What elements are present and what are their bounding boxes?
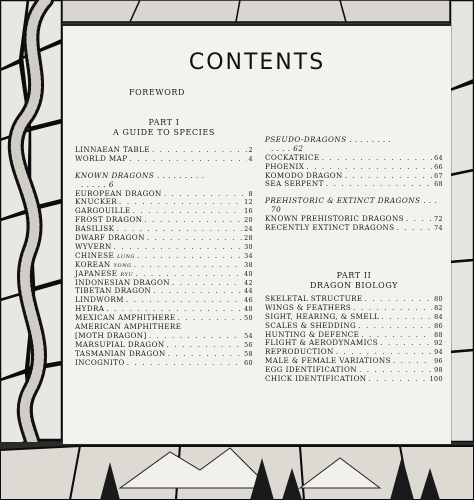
toc-entry-page: 50	[244, 314, 253, 323]
toc-entry	[75, 155, 253, 164]
toc-entry-page: 72	[434, 215, 443, 224]
toc-entry-label	[265, 224, 395, 233]
toc-entry-page: 20	[244, 216, 253, 225]
toc-entry-label-text: CHINESE	[75, 250, 115, 260]
toc-entry-page: 74	[434, 224, 443, 233]
toc-entry-label-text: SEA SERPENT	[265, 179, 324, 189]
toc-entry-label-text: FLIGHT & AERODYNAMICS	[265, 338, 379, 348]
toc-entry-page: 2	[248, 146, 253, 154]
toc-entry-label-text: TASMANIAN DRAGON	[75, 348, 166, 358]
toc-leader-dots	[147, 234, 242, 243]
toc-entry-native-name: RYU	[120, 271, 134, 278]
toc-entry-label-text: WYVERN	[75, 241, 112, 251]
known-dragons-title: KNOWN DRAGONS	[75, 170, 155, 180]
toc-entry	[265, 180, 443, 189]
toc-entry-page: 86	[434, 321, 443, 330]
toc-entry-label-text: LINDWORM	[75, 295, 124, 305]
toc-entry-label-text: MEXICAN AMPHITHERE	[75, 313, 176, 323]
toc-entry-label	[75, 155, 128, 164]
toc-leader-dots	[172, 279, 242, 288]
toc-leader-dots	[365, 295, 432, 304]
toc-entry-label: [MOTH DRAGON]	[75, 330, 147, 340]
toc-entry-page: 58	[244, 349, 253, 358]
right-column	[265, 136, 443, 384]
toc-entry-label-text: WINGS & FEATHERS	[265, 302, 352, 312]
pseudo-dragons-heading: PSEUDO-DRAGONS . . . . . . . . . . . . 62	[265, 135, 392, 153]
toc-entry-label-text: SIGHT, HEARING, & SMELL	[265, 311, 380, 321]
toc-entry-label-text: REPRODUCTION	[265, 347, 334, 357]
prehistoric-heading: PREHISTORIC & EXTINCT DRAGONS . . . 70	[265, 196, 438, 215]
toc-entry	[265, 375, 443, 384]
toc-entry-label-text: FROST DRAGON	[75, 215, 143, 225]
toc-entry-label-text: MALE & FEMALE VARIATIONS	[265, 356, 391, 366]
toc-entry-page: 98	[434, 366, 443, 375]
toc-entry-label-text: EUROPEAN DRAGON	[75, 188, 162, 198]
left-column	[75, 118, 253, 367]
toc-entry-page: 56	[244, 340, 253, 349]
toc-leader-dots	[130, 155, 247, 164]
toc-leader-dots	[134, 261, 242, 270]
toc-entry-label-text: COCKATRICE	[265, 152, 320, 162]
toc-entry-page: 60	[244, 358, 253, 367]
toc-entry-page: 67	[434, 171, 443, 180]
toc-entry-label	[265, 375, 366, 384]
toc-leader-dots	[168, 350, 242, 359]
toc-entry-native-name: YONG	[113, 262, 132, 269]
toc-leader-dots	[345, 172, 432, 181]
toc-entry-page: 88	[434, 330, 443, 339]
toc-entry-label-text: DWARF DRAGON	[75, 233, 145, 243]
foreword-entry: FOREWORD	[129, 88, 185, 97]
pseudo-dragons-list	[265, 154, 443, 190]
toc-entry-label-text: MARSUPIAL DRAGON	[75, 339, 165, 349]
toc-leader-dots	[368, 375, 427, 384]
toc-leader-dots	[164, 190, 247, 199]
toc-entry-label-text: SCALES & SHEDDING	[265, 320, 357, 330]
part2-heading	[265, 271, 443, 291]
toc-leader-dots	[133, 207, 242, 216]
toc-entry-page: 100	[429, 374, 443, 383]
toc-leader-dots	[393, 357, 432, 366]
toc-entry-page: 92	[434, 339, 443, 348]
pseudo-dragons-page: 62	[293, 143, 304, 153]
toc-entry-label-text: GARGOUILLE	[75, 206, 131, 216]
prehistoric-title: PREHISTORIC & EXTINCT DRAGONS	[265, 196, 421, 206]
toc-entry-page: 64	[434, 153, 443, 162]
toc-entry-label: AMERICAN AMPHITHERE	[75, 321, 182, 331]
toc-entry-label-text: KOMODO DRAGON	[265, 170, 343, 180]
toc-entry-page: 46	[244, 296, 253, 305]
toc-entry-label-text: HUNTING & DEFENCE	[265, 329, 360, 339]
toc-entry-page: 68	[434, 180, 443, 189]
toc-entry-label-text: WORLD MAP	[75, 153, 128, 163]
toc-entry-label-text: KNUCKER	[75, 197, 118, 207]
toc-leader-dots	[153, 287, 242, 296]
toc-entry-page: 8	[248, 189, 253, 198]
toc-entry-page: 54	[244, 331, 253, 340]
toc-leader-dots	[137, 252, 242, 261]
toc-entry-label-text: KNOWN PREHISTORIC DRAGONS	[265, 214, 404, 224]
toc-leader-dots	[127, 359, 242, 368]
toc-entry-label-text: INCOGNITO	[75, 357, 125, 367]
toc-leader-dots	[380, 339, 432, 348]
known-dragons-list	[75, 190, 253, 323]
toc-entry-page: 66	[434, 162, 443, 171]
toc-entry-label-text: TIBETAN DRAGON	[75, 286, 152, 296]
toc-entry-page: 94	[434, 348, 443, 357]
toc-entry-page: 82	[434, 303, 443, 312]
toc-entry-page: 16	[244, 207, 253, 216]
pseudo-dragons-title: PSEUDO-DRAGONS	[265, 135, 347, 144]
contents-page	[62, 24, 451, 444]
toc-leader-dots	[359, 366, 432, 375]
part1-number: PART I	[148, 118, 180, 127]
part1-intro-list	[75, 146, 253, 164]
toc-entry-label-text: EGG IDENTIFICATION	[265, 365, 357, 375]
toc-entry-label-text: KOREAN	[75, 259, 111, 269]
toc-entry-page: 42	[244, 278, 253, 287]
toc-entry-page: 44	[244, 287, 253, 296]
toc-leader-dots	[397, 224, 433, 233]
prehistoric-page: 70	[271, 205, 282, 215]
toc-entry-page: 12	[244, 198, 253, 207]
toc-entry-label-text: CHICK IDENTIFICATION	[265, 373, 367, 383]
part1-title: A GUIDE TO SPECIES	[113, 128, 215, 137]
toc-entry-page: 84	[434, 312, 443, 321]
part1-heading	[75, 118, 253, 138]
toc-entry-label-text: RECENTLY EXTINCT DRAGONS	[265, 223, 395, 233]
toc-entry-page: 24	[244, 225, 253, 234]
toc-entry-label	[265, 180, 324, 189]
toc-entry-label-text: INDONESIAN DRAGON	[75, 277, 170, 287]
toc-entry-page: 34	[244, 251, 253, 260]
toc-leader-dots	[406, 215, 432, 224]
toc-entry-label-text: PHOENIX	[265, 161, 305, 171]
toc-entry-page: 4	[248, 154, 253, 163]
known-dragons-list-continued	[75, 341, 253, 368]
toc-entry-label-text: JAPANESE	[75, 268, 118, 278]
toc-entry-page: 48	[244, 305, 253, 314]
toc-leader-dots	[114, 243, 242, 252]
toc-entry-native-name: LUNG	[117, 253, 136, 260]
toc-entry-page: 80	[434, 294, 443, 303]
toc-entry-page: 28	[244, 234, 253, 243]
known-dragons-heading: KNOWN DRAGONS . . . . . . . . . . . . . . 6	[75, 170, 205, 189]
toc-leader-dots	[167, 341, 243, 350]
toc-leader-dots	[322, 154, 433, 163]
toc-entry-page: 38	[244, 260, 253, 269]
toc-leader-dots	[119, 198, 242, 207]
toc-leader-dots	[152, 146, 247, 155]
toc-leader-dots	[126, 296, 242, 305]
toc-entry-page: 40	[244, 269, 253, 278]
dragon-biology-list	[265, 295, 443, 384]
page-title: CONTENTS	[188, 50, 326, 75]
known-dragons-page: 6	[108, 179, 114, 189]
toc-entry-page: 30	[244, 242, 253, 251]
toc-entry-label-text: HYDRA	[75, 304, 105, 314]
toc-leader-dots	[144, 216, 242, 225]
toc-leader-dots	[326, 180, 432, 189]
part2-number: PART II	[336, 270, 372, 280]
toc-entry-label	[75, 359, 125, 368]
toc-entry-page: 96	[434, 357, 443, 366]
toc-entry	[265, 224, 443, 233]
part2-title: DRAGON BIOLOGY	[309, 280, 399, 290]
toc-entry-label-text: LINNAEAN TABLE	[75, 145, 150, 154]
toc-leader-dots	[178, 314, 243, 323]
toc-entry-label-text: BASILISK	[75, 224, 115, 234]
toc-leader-dots	[358, 322, 432, 331]
toc-leader-dots	[381, 313, 432, 322]
toc-entry	[75, 359, 253, 368]
prehistoric-list	[265, 215, 443, 233]
toc-entry-label-text: SKELETAL STRUCTURE	[265, 293, 363, 303]
